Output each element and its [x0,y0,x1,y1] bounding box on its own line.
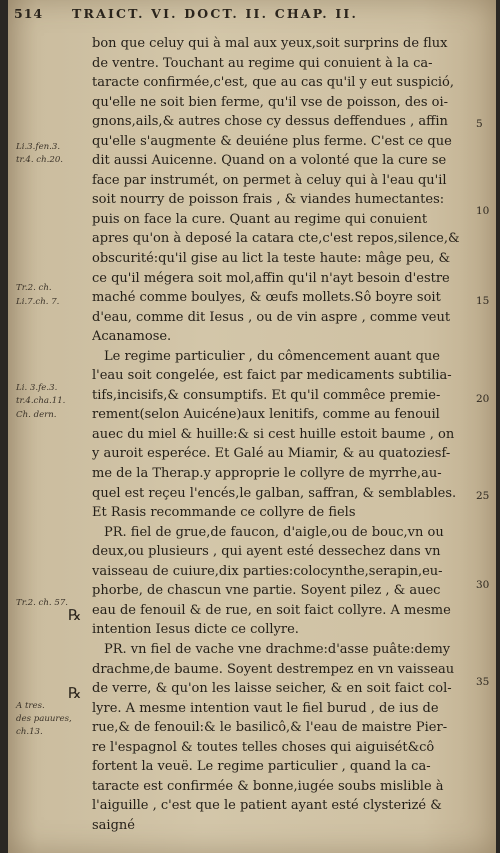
text-line: PR. vn fiel de vache vne drachme:d'asse puâte:demy [104,641,451,657]
text-line: rement(selon Auicéne)aux lenitifs, comme au fenouil [92,407,440,423]
text-line: intention Iesus dicte ce collyre. [92,622,299,638]
page-number: 514 [14,6,44,21]
line-number: 5 [476,118,483,130]
recipe-mark: ℞ [68,684,82,702]
text-line: fortent la veuë. Le regime particulier , quand la ca- [92,759,431,775]
text-line: phorbe, de chascun vne partie. Soyent pilez , & auec [92,583,441,599]
text-line: obscurité:qu'il gise au lict la teste haute: mâge peu, & [92,251,451,267]
text-line: me de la Therap.y approprie le collyre de myrrhe,au- [92,466,442,482]
margin-note: ch.13. [16,727,43,737]
text-line: face par instrumét, on permet à celuy qui à l'eau qu'il [92,172,447,188]
text-line: taracte confirmée,c'est, que au cas qu'il y eut suspició, [92,75,455,91]
line-number: 10 [476,205,490,217]
text-line: gnons,ails,& autres chose cy dessus deffendues , affin [92,114,448,130]
margin-note: Tr.2. ch. 57. [16,598,69,608]
line-number: 25 [476,490,490,502]
text-line: maché comme boulyes, & œufs mollets.Sô boyre soit [92,290,441,306]
text-line: tifs,incisifs,& consumptifs. Et qu'il commêce premie- [92,387,441,403]
running-title: TRAICT. VI. DOCT. II. CHAP. II. [72,6,359,21]
text-line: de verre, & qu'on les laisse seicher, & en soit faict col- [92,681,452,697]
margin-note: A tres. [16,701,45,711]
line-number: 15 [476,295,490,307]
text-line: deux,ou plusieurs , qui ayent esté dessechez dans vn [92,544,441,560]
text-line: Et Rasis recommande ce collyre de fiels [92,505,356,521]
book-page [8,0,496,853]
text-line: puis on face la cure. Quant au regime qui conuient [92,211,428,227]
text-line: bon que celuy qui à mal aux yeux,soit surprins de flux [92,36,448,51]
line-number: 30 [476,579,490,591]
text-line: PR. fiel de grue,de faucon, d'aigle,ou de bouc,vn ou [104,524,444,540]
text-line: qu'elle ne soit bien ferme, qu'il vse de poisson, des oi- [92,94,449,110]
text-line: lyre. A mesme intention vaut le fiel burud , de ius de [92,700,439,716]
text-line: l'eau soit congelée, est faict par medicaments subtilia- [92,368,452,384]
text-line: de ventre. Touchant au regime qui conuient à la ca- [92,55,433,71]
margin-note: Tr.2. ch. [16,283,52,293]
margin-note: tr.4.cha.11. [16,396,66,406]
text-line: ce qu'il mégera soit mol,affin qu'il n'ayt besoin d'estre [92,270,450,286]
recipe-mark: ℞ [68,606,82,624]
text-line: quel est reçeu l'encés,le galban, saffran, & semblables. [92,485,457,501]
text-line: vaisseau de cuiure,dix parties:colocynthe,serapin,eu- [92,563,443,579]
margin-note: Li.3.fen.3. [16,142,61,152]
margin-note: tr.4. ch.20. [16,155,64,165]
margin-note: Li.7.ch. 7. [16,297,60,307]
margin-note: Ch. dern. [16,410,57,420]
text-line: qu'elle s'augmente & deuiéne plus ferme. C'est ce que [92,133,452,149]
text-line: l'aiguille , c'est que le patient ayant esté clysterizé & [92,798,442,814]
text-line: Le regime particulier , du cômencement auant que [104,348,440,364]
text-line: drachme,de baume. Soyent destrempez en vn vaisseau [92,661,455,677]
line-number: 20 [476,393,490,405]
text-line: saigné [92,817,135,833]
text-line: re l'espagnol & toutes telles choses qui aiguisét&cô [92,739,435,755]
main-text [92,34,474,835]
text-line: apres qu'on à deposé la catara cte,c'est repos,silence,& [92,231,460,247]
text-line: auec du miel & huille:& si cest huille estoit baume , on [92,426,455,442]
line-number: 35 [476,676,490,688]
text-line: Acanamose. [92,329,172,345]
margin-note: Li. 3.fe.3. [16,383,58,393]
text-line: dit aussi Auicenne. Quand on a volonté que la cure se [92,153,447,169]
text-line: d'eau, comme dit Iesus , ou de vin aspre , comme veut [92,309,451,325]
text-line: y auroit esperéce. Et Galé au Miamir, & au quatoziesf- [92,446,451,462]
page-header [8,2,496,30]
text-line: soit nourry de poisson frais , & viandes humectantes: [92,192,445,208]
margin-note: des pauures, [16,714,72,724]
text-line: rue,& de fenouil:& le basilicô,& l'eau de maistre Pier- [92,720,448,736]
text-line: eau de fenouil & de rue, en soit faict collyre. A mesme [92,602,451,618]
text-line: taracte est confirmée & bonne,iugée soubs mislible à [92,778,444,794]
